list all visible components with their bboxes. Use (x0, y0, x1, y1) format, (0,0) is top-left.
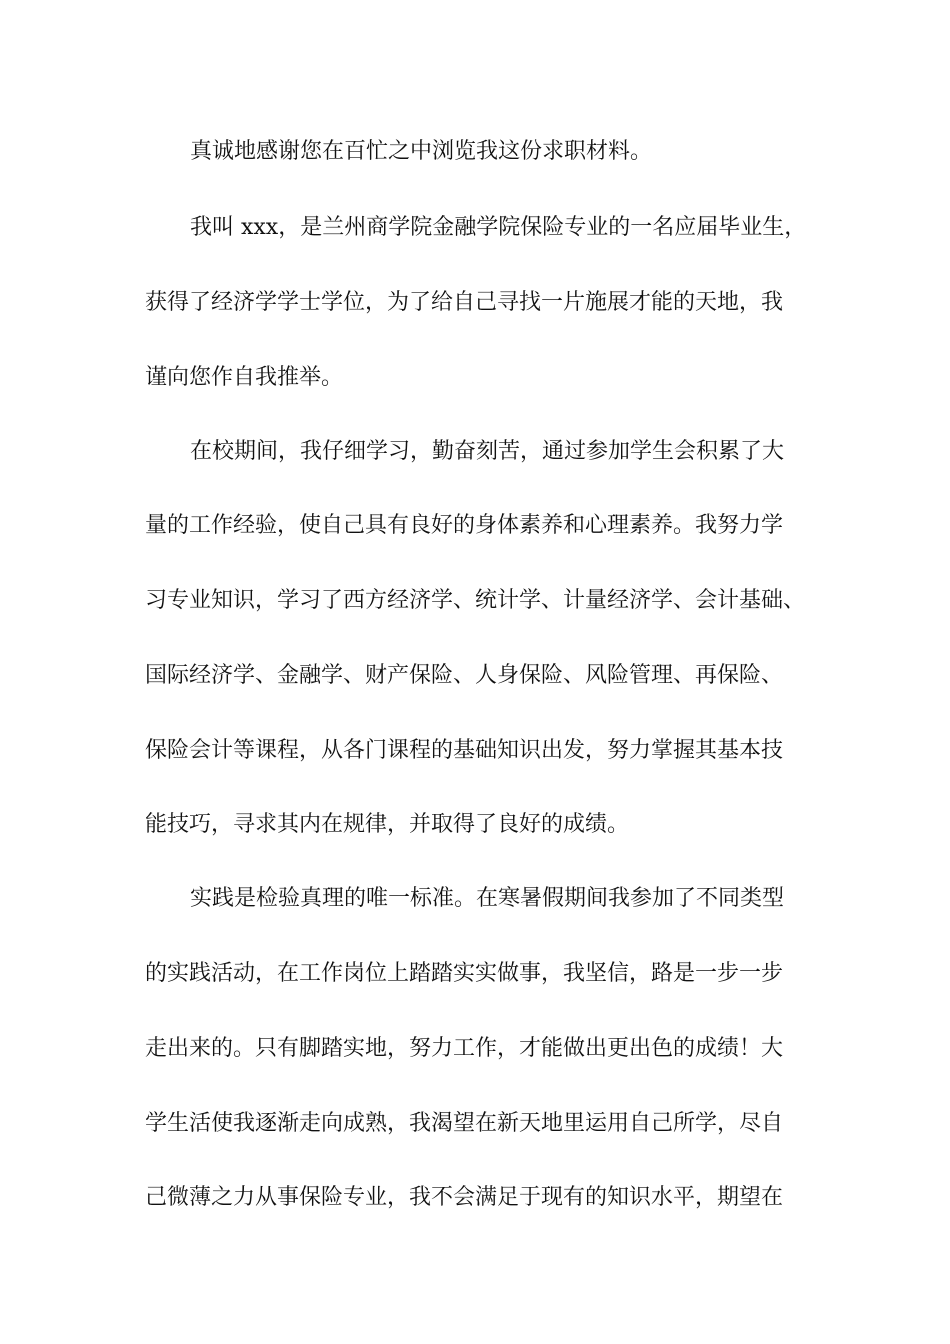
paragraph-2-line-2: 获得了经济学学士学位，为了给自己寻找一片施展才能的天地，我 (145, 290, 784, 315)
paragraph-2-line-3: 谨向您作自我推举。 (145, 365, 344, 390)
paragraph-3-line-5: 保险会计等课程，从各门课程的基础知识出发，努力掌握其基本技 (145, 738, 784, 763)
paragraph-4-line-1: 实践是检验真理的唯一标准。在寒暑假期间我参加了不同类型 (190, 886, 785, 911)
paragraph-1-line-1: 真诚地感谢您在百忙之中浏览我这份求职材料。 (190, 139, 653, 164)
paragraph-4-line-2: 的实践活动，在工作岗位上踏踏实实做事，我坚信，路是一步一步 (145, 961, 784, 986)
paragraph-3-line-3: 习专业知识，学习了西方经济学、统计学、计量经济学、会计基础、 (145, 588, 806, 613)
paragraph-3-line-1: 在校期间，我仔细学习，勤奋刻苦，通过参加学生会积累了大 (190, 439, 785, 464)
paragraph-3-line-4: 国际经济学、金融学、财产保险、人身保险、风险管理、再保险、 (145, 663, 784, 688)
paragraph-3-line-6: 能技巧，寻求其内在规律，并取得了良好的成绩。 (145, 812, 630, 837)
paragraph-4-line-4: 学生活使我逐渐走向成熟，我渴望在新天地里运用自己所学，尽自 (145, 1111, 784, 1136)
paragraph-3-line-2: 量的工作经验，使自己具有良好的身体素养和心理素养。我努力学 (145, 513, 784, 538)
paragraph-2-line-1: 我叫 xxx，是兰州商学院金融学院保险专业的一名应届毕业生， (190, 215, 807, 240)
paragraph-4-line-3: 走出来的。只有脚踏实地，努力工作，才能做出更出色的成绩！大 (145, 1036, 784, 1061)
paragraph-4-line-5: 己微薄之力从事保险专业，我不会满足于现有的知识水平，期望在 (145, 1185, 784, 1210)
